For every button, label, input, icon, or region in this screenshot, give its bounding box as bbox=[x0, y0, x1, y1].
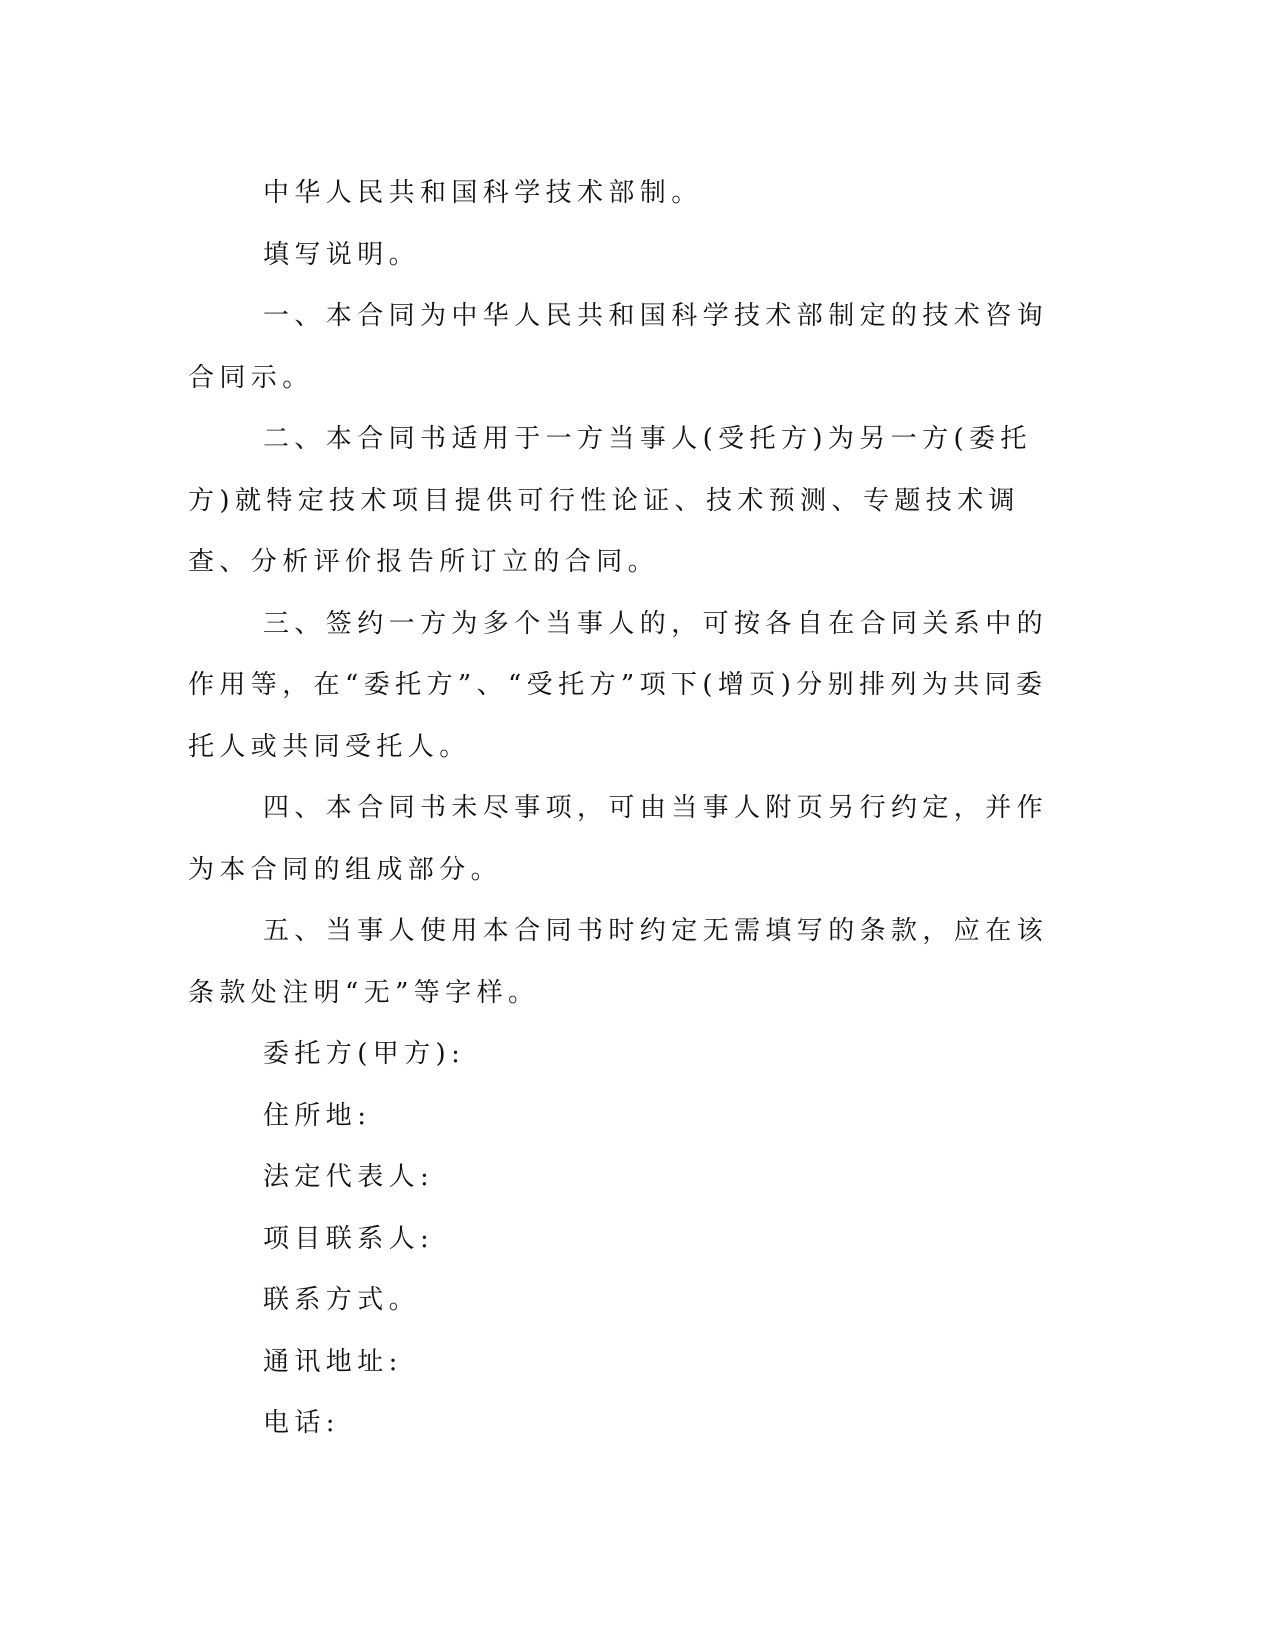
instruction-paragraph-1: 一、本合同为中华人民共和国科学技术部制定的技术咨询合同示。 bbox=[188, 301, 1049, 393]
field-contact-method: 联系方式。 bbox=[263, 1285, 421, 1315]
instruction-paragraph-5: 五、当事人使用本合同书时约定无需填写的条款，应在该条款处注明“无”等字样。 bbox=[188, 916, 1049, 1008]
field-phone: 电话: bbox=[263, 1408, 340, 1438]
instructions-heading: 填写说明。 bbox=[263, 239, 421, 270]
document-body bbox=[188, 163, 1068, 1455]
instruction-paragraph-4: 四、本合同书未尽事项，可由当事人附页另行约定，并作为本合同的组成部分。 bbox=[188, 793, 1049, 885]
field-legal-representative: 法定代表人: bbox=[263, 1162, 435, 1192]
publisher-line: 中华人民共和国科学技术部制。 bbox=[263, 178, 703, 208]
instruction-paragraph-2: 二、本合同书适用于一方当事人(受托方)为另一方(委托方)就特定技术项目提供可行性论证、技术预测、专题技术调查、分析评价报告所订立的合同。 bbox=[188, 424, 1032, 577]
field-mailing-address: 通讯地址: bbox=[263, 1346, 403, 1377]
instruction-paragraph-3: 三、签约一方为多个当事人的，可按各自在合同关系中的作用等，在“委托方”、“受托方”项下(增页)分别排列为共同委托人或共同受托人。 bbox=[188, 608, 1049, 762]
field-address: 住所地: bbox=[263, 1100, 372, 1131]
field-client: 委托方(甲方): bbox=[263, 1039, 466, 1069]
field-project-contact: 项目联系人: bbox=[263, 1223, 435, 1254]
